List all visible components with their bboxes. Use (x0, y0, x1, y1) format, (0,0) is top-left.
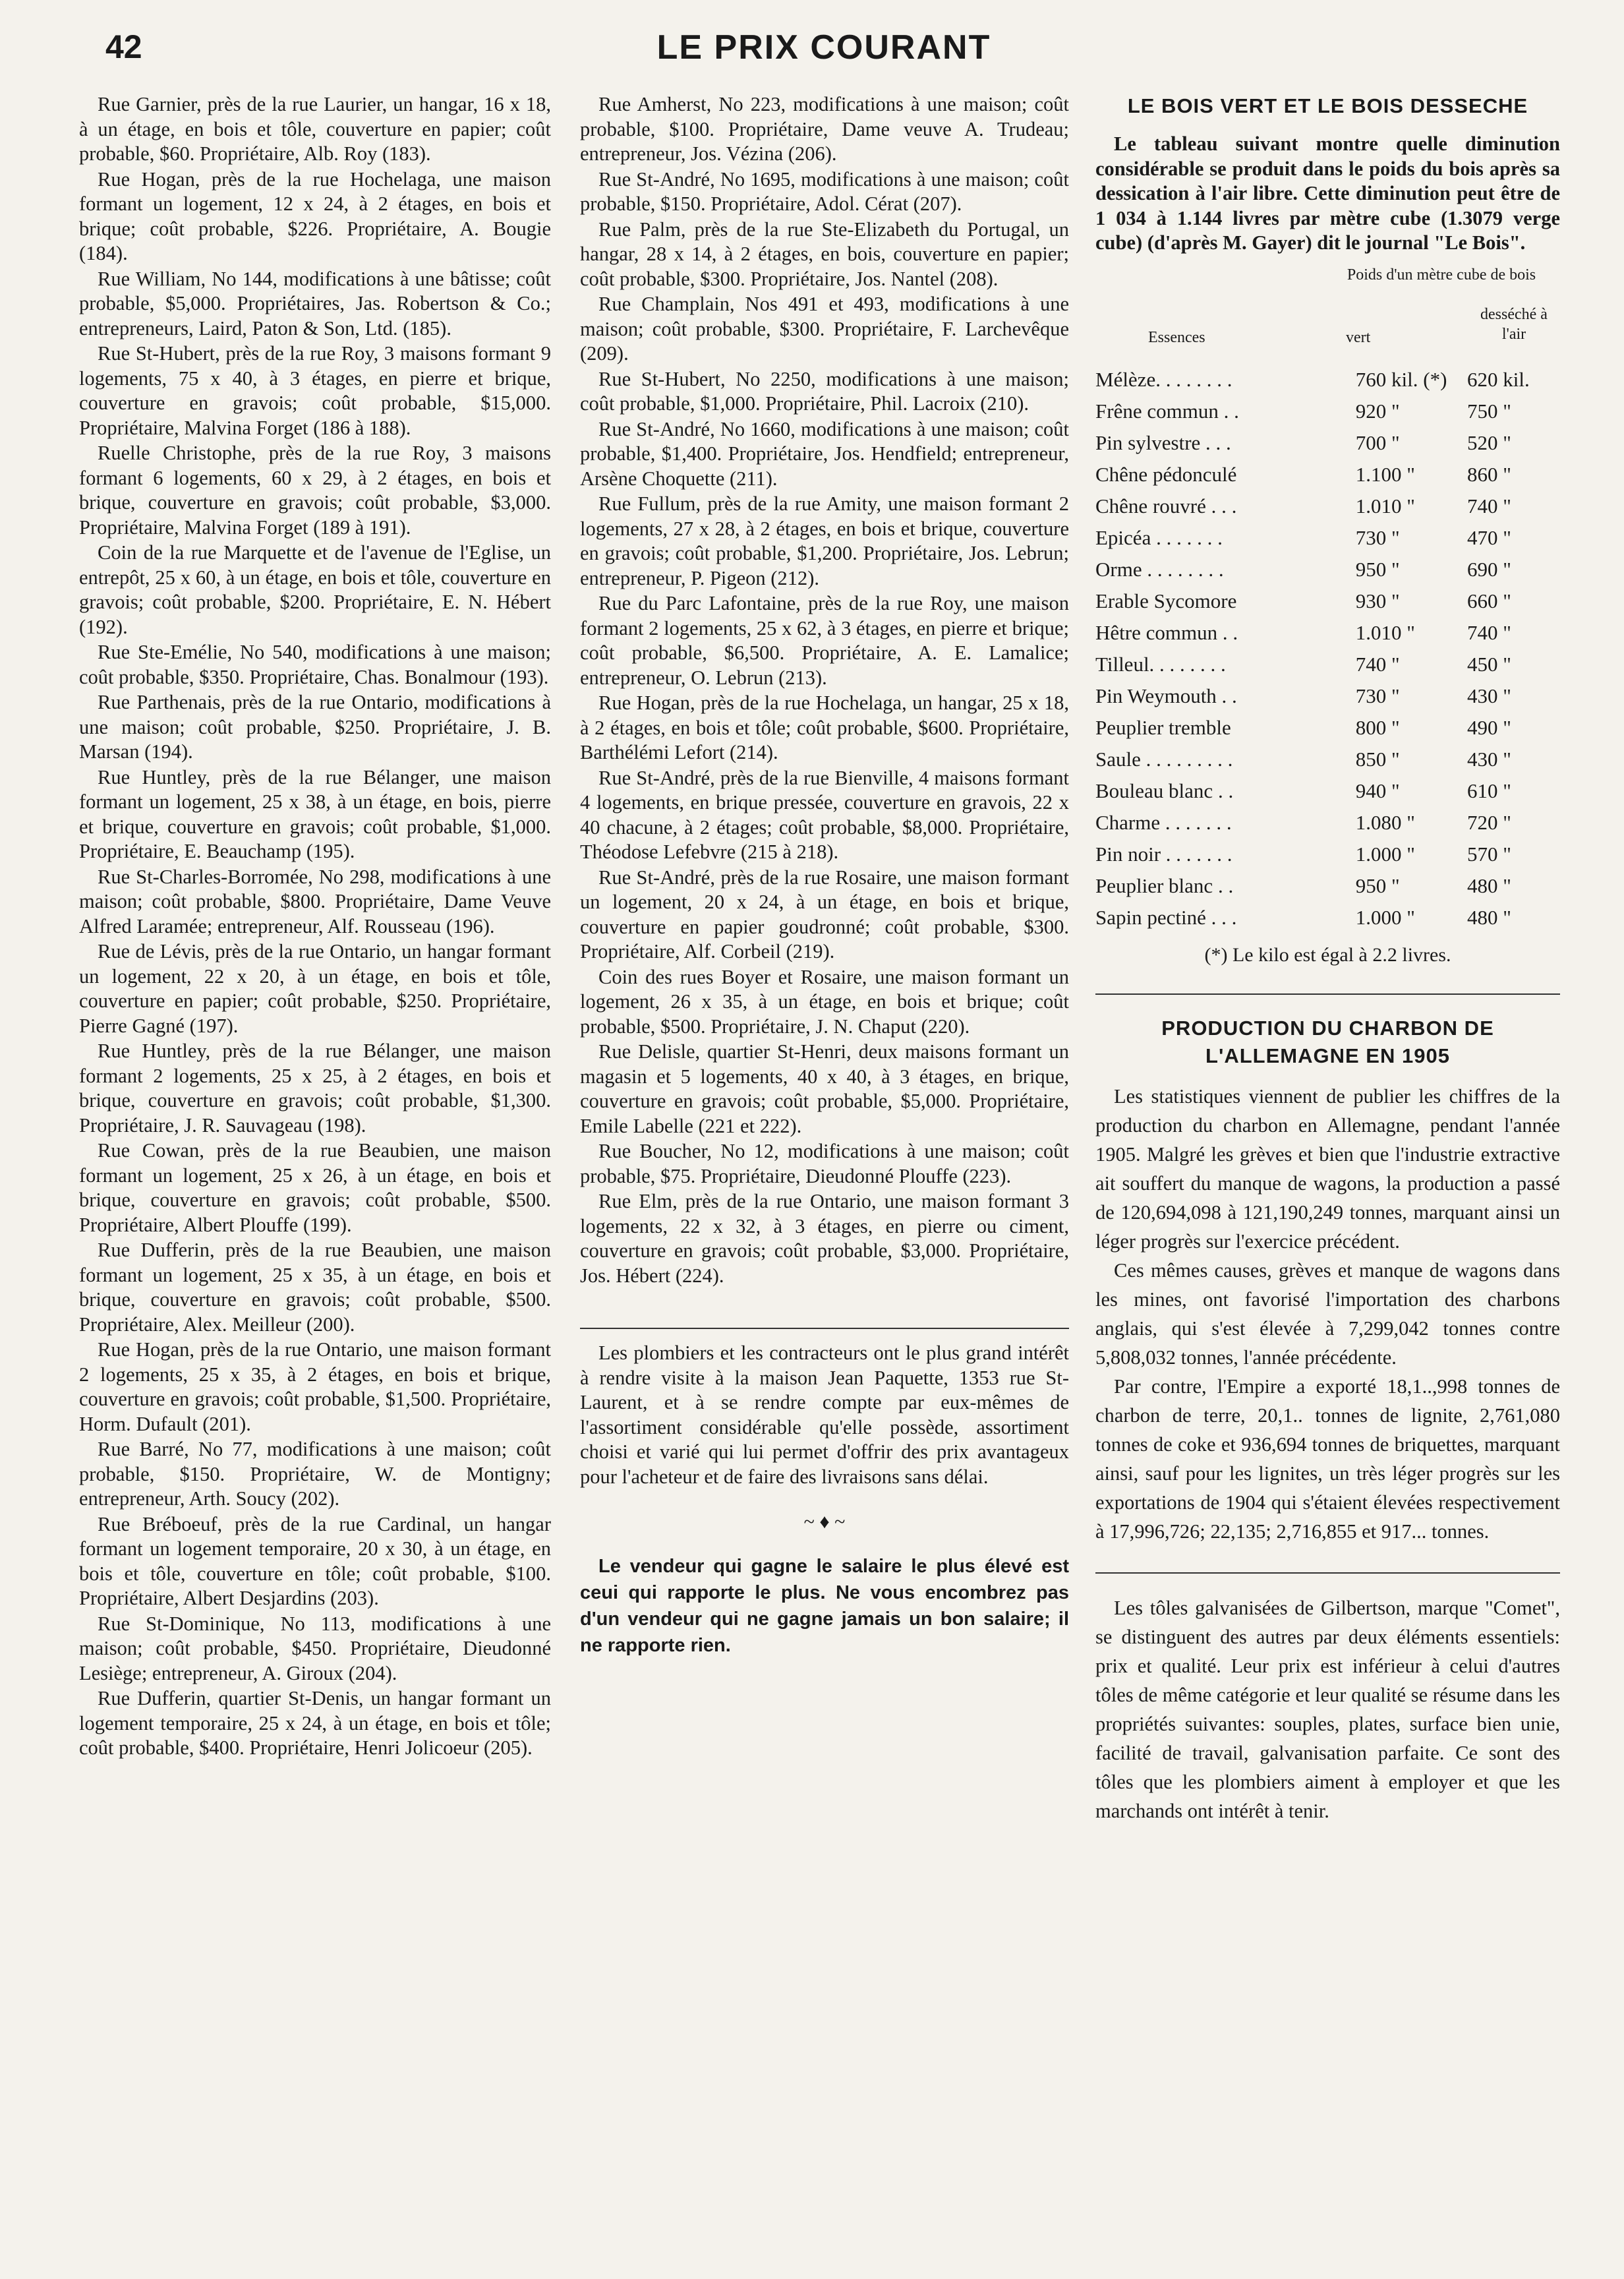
species-cell: Epicéa . . . . . . . (1095, 525, 1223, 549)
green-weight-cell: 700 " (1355, 430, 1400, 454)
header-dry: desséché à l'air (1480, 305, 1548, 343)
permit-entry: Rue Dufferin, près de la rue Beaubien, une maison formant un logement, 25 x 35, à un étage, en bois et brique, couverture en gravois; coût probable, $500. Propriétaire, Alex. Meilleur (200). (79, 1239, 551, 1336)
dry-weight-cell: 450 " (1466, 652, 1511, 676)
permit-entry: Coin des rues Boyer et Rosaire, une maison formant un logement, 26 x 35, à un étage, en bois et brique; coût probable, $500. Propriétaire, J. N. Chaput (220). (580, 965, 1069, 1038)
wood-table-row (1095, 364, 1560, 396)
green-weight-cell: 930 " (1355, 589, 1400, 612)
species-cell: Sapin pectiné . . . (1095, 905, 1237, 929)
permit-entry: Rue Amherst, No 223, modifications à une maison; coût probable, $100. Propriétaire, Dame veuve A. Trudeau; entrepreneur, Jos. Vézina (206). (580, 93, 1069, 165)
wood-table-row (1095, 649, 1560, 680)
permit-entry: Rue du Parc Lafontaine, près de la rue Roy, une maison formant 2 logements, 25 x 62, à 3 étages, en pierre et brique; coût probable, $6,500. Propriétaire, A. E. Lamalice; entrepreneur, O. Lebrun (213). (580, 592, 1069, 689)
coal-paragraph: Par contre, l'Empire a exporté 18,1..,998 tonnes de charbon de terre, 20,1.. tonnes de lignite, 2,761,080 tonnes de coke et 936,694 tonnes de briquettes, marquant ainsi, sauf pour les lignites, un très léger progrès sur les exportations de 1904 qui s'étaient élevées respectivement à 17,996,726; 22,135; 2,716,855 et 917... tonnes. (1095, 1375, 1560, 1543)
green-weight-cell: 950 " (1355, 557, 1400, 581)
wood-table-row (1095, 807, 1560, 839)
permit-entry: Rue Garnier, près de la rue Laurier, un hangar, 16 x 18, à un étage, en bois et tôle, couverture en papier; coût probable, $60. Propriétaire, Alb. Roy (183). (79, 93, 551, 165)
wood-table-row (1095, 712, 1560, 744)
permit-entry: Rue Champlain, Nos 491 et 493, modifications à une maison; coût probable, $300. Propriétaire, F. Larchevêque (209). (580, 293, 1069, 365)
wood-table-row (1095, 775, 1560, 807)
dry-weight-cell: 860 " (1466, 462, 1511, 486)
wood-table-row (1095, 396, 1560, 427)
species-cell: Erable Sycomore (1095, 589, 1237, 612)
section-divider (1095, 993, 1560, 995)
journal-title: LE PRIX COURANT (656, 28, 991, 67)
wood-table-row (1095, 744, 1560, 775)
dry-weight-cell: 690 " (1466, 557, 1511, 581)
permit-entry: Rue Barré, No 77, modifications à une maison; coût probable, $150. Propriétaire, W. de Montigny; entrepreneur, Arth. Soucy (202). (79, 1438, 551, 1510)
wood-article-intro: Le tableau suivant montre quelle diminution considérable se produit dans le poids du bois après sa dessication à l'air libre. Cette diminution peut être de 1 034 à 1.144 livres par mètre cube (1.3079 verge cube) (d'après M. Gayer) dit le journal "Le Bois". (1095, 133, 1560, 254)
dry-weight-cell: 620 kil. (1466, 367, 1530, 391)
wood-table-row (1095, 427, 1560, 459)
coal-paragraph: Ces mêmes causes, grèves et manque de wagons dans les mines, ont favorisé l'importation des charbons anglais, qui s'est élevée à 7,299,042 tonnes contre 5,808,032 tonnes, l'année précédente. (1095, 1259, 1560, 1369)
wood-table-row (1095, 680, 1560, 712)
column-middle (580, 92, 1069, 2255)
permit-entry: Rue Hogan, près de la rue Ontario, une maison formant 2 logements, 25 x 35, à 2 étages, en bois et brique, couverture en gravois; coût probable, $1,500. Propriétaire, Horm. Dufault (201). (79, 1338, 551, 1435)
dry-weight-cell: 740 " (1466, 620, 1511, 644)
wood-article-title: LE BOIS VERT ET LE BOIS DESSECHE (1127, 94, 1528, 117)
permit-entry: Rue Dufferin, quartier St-Denis, un hangar formant un logement temporaire, 25 x 24, à un étage, en bois et tôle; coût probable, $400. Propriétaire, Henri Jolicoeur (205). (79, 1687, 551, 1759)
dry-weight-cell: 430 " (1466, 747, 1511, 771)
permit-entry: Rue de Lévis, près de la rue Ontario, un hangar formant un logement, 22 x 20, à un étage, en bois et tôle, couverture en papier; coût probable, $250. Propriétaire, Pierre Gagné (197). (79, 940, 551, 1037)
permit-entry: Rue Hogan, près de la rue Hochelaga, une maison formant un logement, 12 x 24, à 2 étages, en bois et brique; coût probable, $226. Propriétaire, A. Bougie (184). (79, 167, 551, 264)
page-header (99, 20, 1549, 86)
wood-table-header (1095, 265, 1560, 364)
header-species: Essences (1148, 328, 1205, 346)
permit-entry: Rue Fullum, près de la rue Amity, une maison formant 2 logements, 27 x 28, à 2 étages, en bois et brique, couverture en gravois; coût probable, $1,200. Propriétaire, Jos. Lebrun; entrepreneur, P. Pigeon (212). (580, 492, 1069, 589)
green-weight-cell: 1.080 " (1355, 810, 1415, 834)
species-cell: Frêne commun . . (1095, 399, 1239, 423)
species-cell: Bouleau blanc . . (1095, 779, 1234, 802)
green-weight-cell: 760 kil. (*) (1355, 367, 1447, 391)
green-weight-cell: 1.100 " (1355, 462, 1415, 486)
permit-entry: Rue St-André, No 1695, modifications à une maison; coût probable, $150. Propriétaire, Adol. Cérat (207). (580, 167, 1069, 215)
permit-entry: Rue Palm, près de la rue Ste-Elizabeth du Portugal, un hangar, 28 x 14, à 2 étages, en bois, couverture en papier; coût probable, $300. Propriétaire, Jos. Nantel (208). (580, 218, 1069, 290)
section-divider (1095, 1572, 1560, 1574)
permit-entry: Rue St-André, près de la rue Rosaire, une maison formant un logement, 20 x 24, à un étage, en bois et brique, couverture en papier goudronné; coût probable, $300. Propriétaire, Alf. Corbeil (219). (580, 866, 1069, 962)
permit-entry: Rue Hogan, près de la rue Hochelaga, un hangar, 25 x 18, à 2 étages, en bois et tôle; coût probable, $600. Propriétaire, Barthélémi Lefort (214). (580, 692, 1069, 763)
species-cell: Mélèze. . . . . . . . (1095, 367, 1232, 391)
permit-entry: Rue Parthenais, près de la rue Ontario, modifications à une maison; coût probable, $250. Propriétaire, J. B. Marsan (194). (79, 691, 551, 763)
species-cell: Peuplier blanc . . (1095, 873, 1234, 897)
permit-entry: Rue Huntley, près de la rue Bélanger, une maison formant 2 logements, 25 x 25, à 2 étages, en bois et brique, couverture en gravois; coût probable, $1,300. Propriétaire, J. R. Sauvageau (198). (79, 1040, 551, 1137)
galvanized-notice: Les tôles galvanisées de Gilbertson, marque "Comet", se distinguent des autres par deux éléments essentiels: prix et qualité. Leur prix est inférieur à celui d'autres tôles de même catégorie et leur qualité se résume dans les propriétés suivantes: souples, plates, surface bien unie, facilité de travail, galvanisation parfaite. Ce sont des tôles que les plombiers aiment à employer et que les marchands ont intérêt à tenir. (1095, 1597, 1560, 1822)
dry-weight-cell: 470 " (1466, 525, 1511, 549)
coal-paragraph: Les statistiques viennent de publier les chiffres de la production du charbon en Allemagne, pendant l'année 1905. Malgré les grèves et bien que l'industrie extractive ait souffert du manque de wagons, la production a passé de 120,694,098 à 121,190,249 tonnes, marquant ainsi un léger progrès sur l'exercice précédent. (1095, 1085, 1560, 1253)
green-weight-cell: 1.010 " (1355, 620, 1415, 644)
permit-entry: Rue Ste-Emélie, No 540, modifications à une maison; coût probable, $350. Propriétaire, Chas. Bonalmour (193). (79, 641, 551, 688)
permit-entry: Rue St-Hubert, près de la rue Roy, 3 maisons formant 9 logements, 75 x 40, à 3 étages, en pierre et brique, couverture en gravois; coût probable, $15,000. Propriétaire, Malvina Forget (186 à 188). (79, 342, 551, 439)
species-cell: Pin noir . . . . . . . (1095, 842, 1232, 866)
permit-entry: Rue St-André, No 1660, modifications à une maison; coût probable, $1,400. Propriétaire, Jos. Hendfield; entrepreneur, Arsène Choquette (211). (580, 417, 1069, 490)
species-cell: Saule . . . . . . . . . (1095, 747, 1233, 771)
green-weight-cell: 940 " (1355, 779, 1400, 802)
green-weight-cell: 1.010 " (1355, 494, 1415, 518)
permit-entry: Rue St-Dominique, No 113, modifications à une maison; coût probable, $450. Propriétaire, Dieudonné Lesiège; entrepreneur, A. Giroux (204). (79, 1612, 551, 1684)
dry-weight-cell: 570 " (1466, 842, 1511, 866)
column-left (79, 92, 551, 2255)
species-cell: Chêne rouvré . . . (1095, 494, 1237, 518)
wood-table-row (1095, 522, 1560, 554)
permit-entry: Rue William, No 144, modifications à une bâtisse; coût probable, $5,000. Propriétaires, Jas. Robertson & Co.; entrepreneurs, Laird, Paton & Son, Ltd. (185). (79, 267, 551, 340)
vendor-notice: Le vendeur qui gagne le salaire le plus élevé est ceui qui rapporte le plus. Ne vous encombrez pas d'un vendeur qui ne gagne jamais un bon salaire; il ne rapporte rien. (580, 1556, 1069, 1656)
wood-footnote: (*) Le kilo est égal à 2.2 livres. (1204, 943, 1451, 966)
species-cell: Chêne pédonculé (1095, 462, 1237, 486)
green-weight-cell: 850 " (1355, 747, 1400, 771)
dry-weight-cell: 520 " (1466, 430, 1511, 454)
green-weight-cell: 1.000 " (1355, 905, 1415, 929)
dry-weight-cell: 610 " (1466, 779, 1511, 802)
dry-weight-cell: 480 " (1466, 873, 1511, 897)
permit-entry: Rue St-Charles-Borromée, No 298, modifications à une maison; coût probable, $800. Propriétaire, Dame Veuve Alfred Laramée; entrepreneur, Alf. Rousseau (196). (79, 865, 551, 937)
green-weight-cell: 730 " (1355, 525, 1400, 549)
permit-entry: Coin de la rue Marquette et de l'avenue de l'Eglise, un entrepôt, 25 x 60, à un étage, en bois et tôle, couverture en gravois; coût probable, $200. Propriétaire, E. N. Hébert (192). (79, 541, 551, 638)
permit-entry: Rue Elm, près de la rue Ontario, une maison formant 3 logements, 22 x 32, à 3 étages, en pierre ou ciment, couverture en gravois; coût probable, $3,000. Propriétaire, Jos. Hébert (224). (580, 1190, 1069, 1287)
ornament-divider: ~ ♦ ~ (803, 1510, 846, 1533)
species-cell: Peuplier tremble (1095, 715, 1231, 739)
species-cell: Pin Weymouth . . (1095, 684, 1237, 707)
species-cell: Pin sylvestre . . . (1095, 430, 1231, 454)
dry-weight-cell: 490 " (1466, 715, 1511, 739)
coal-article-title: PRODUCTION DU CHARBON DE L'ALLEMAGNE EN 1905 (1161, 1017, 1494, 1067)
green-weight-cell: 800 " (1355, 715, 1400, 739)
wood-table-row (1095, 839, 1560, 870)
wood-table-row (1095, 554, 1560, 585)
column-right (1095, 92, 1560, 2255)
green-weight-cell: 950 " (1355, 873, 1400, 897)
permit-entry: Rue Boucher, No 12, modifications à une maison; coût probable, $75. Propriétaire, Dieudonné Plouffe (223). (580, 1140, 1069, 1187)
header-weight: Poids d'un mètre cube de bois (1347, 266, 1536, 283)
header-green: vert (1346, 328, 1371, 346)
dry-weight-cell: 750 " (1466, 399, 1511, 423)
dry-weight-cell: 430 " (1466, 684, 1511, 707)
permit-entry: Rue Delisle, quartier St-Henri, deux maisons formant un magasin et 5 logements, 40 x 40, à 3 étages, en brique, couverture en gravois; coût probable, $5,000. Propriétaire, Emile Labelle (221 et 222). (580, 1040, 1069, 1137)
permit-entry: Ruelle Christophe, près de la rue Roy, 3 maisons formant 6 logements, 60 x 29, à 2 étages, en bois et brique, couverture en gravois; coût probable, $3,000. Propriétaire, Malvina Forget (189 à 191). (79, 442, 551, 539)
wood-table-row (1095, 617, 1560, 649)
species-cell: Charme . . . . . . . (1095, 810, 1232, 834)
wood-table-row (1095, 459, 1560, 490)
permit-entry: Rue Cowan, près de la rue Beaubien, une maison formant un logement, 25 x 26, à un étage, en bois et brique, couverture en gravois; coût probable, $500. Propriétaire, Albert Plouffe (199). (79, 1139, 551, 1236)
wood-table-row (1095, 902, 1560, 933)
wood-table-row (1095, 870, 1560, 902)
dry-weight-cell: 480 " (1466, 905, 1511, 929)
permit-entry: Rue St-André, près de la rue Bienville, 4 maisons formant 4 logements, en brique pressée, couverture en gravois, 22 x 40 chacune, à 2 étages; coût probable, $8,000. Propriétaire, Théodose Lefebvre (215 à 218). (580, 766, 1069, 863)
dry-weight-cell: 660 " (1466, 589, 1511, 612)
wood-table-row (1095, 585, 1560, 617)
species-cell: Tilleul. . . . . . . . (1095, 652, 1226, 676)
green-weight-cell: 740 " (1355, 652, 1400, 676)
green-weight-cell: 1.000 " (1355, 842, 1415, 866)
permit-entry: Rue St-Hubert, No 2250, modifications à une maison; coût probable, $1,000. Propriétaire, Phil. Lacroix (210). (580, 367, 1069, 415)
page-number: 42 (105, 28, 142, 65)
permit-entry: Rue Huntley, près de la rue Bélanger, une maison formant un logement, 25 x 38, à un étage, en bois, pierre et brique, couverture en gravois; coût probable, $1,000. Propriétaire, E. Beauchamp (195). (79, 765, 551, 862)
wood-weight-table (1095, 364, 1560, 933)
green-weight-cell: 730 " (1355, 684, 1400, 707)
species-cell: Orme . . . . . . . . (1095, 557, 1224, 581)
dry-weight-cell: 720 " (1466, 810, 1511, 834)
green-weight-cell: 920 " (1355, 399, 1400, 423)
dry-weight-cell: 740 " (1466, 494, 1511, 518)
species-cell: Hêtre commun . . (1095, 620, 1238, 644)
wood-table-row (1095, 490, 1560, 522)
permit-entry: Rue Bréboeuf, près de la rue Cardinal, un hangar formant un logement temporaire, 20 x 30, à un étage, en bois et tôle, couverture en tôle; coût probable, $100. Propriétaire, Albert Desjardins (203). (79, 1512, 551, 1609)
plumbers-notice: Les plombiers et les contracteurs ont le plus grand intérêt à rendre visite à la maison Jean Paquette, 1353 rue St-Laurent, et à se rendre compte par eux-mêmes de l'assortiment considérable qu'elle possède, assortiment choisi et varié qui lui permet d'offrir des prix avantageux pour l'acheteur et de faire des livraisons sans délai. (580, 1328, 1069, 1489)
